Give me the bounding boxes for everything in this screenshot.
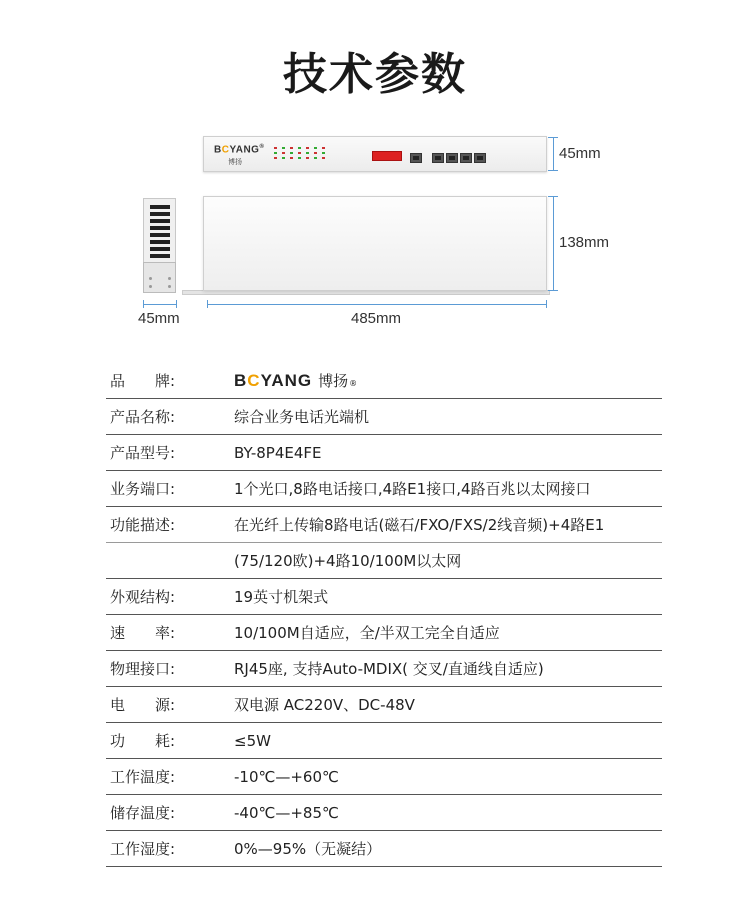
spec-value: (75/120欧)+4路10/100M以太网	[234, 552, 462, 570]
dim-front-height-label: 45mm	[559, 145, 601, 162]
spec-value-brand	[234, 370, 662, 391]
spec-value: 1个光口,8路电话接口,4路E1接口,4路百兆以太网接口	[234, 480, 591, 498]
spec-label: 产品型号:	[110, 444, 176, 462]
spec-row	[106, 507, 662, 543]
spec-label: 物理接口:	[110, 660, 176, 678]
spec-label: 电 源:	[110, 696, 176, 714]
led-indicators	[274, 147, 334, 165]
spec-value: 在光纤上传输8路电话(磁石/FXO/FXS/2线音频)+4路E1	[234, 516, 605, 534]
spec-label: 品 牌:	[110, 371, 176, 390]
spec-label: 速 率:	[110, 624, 176, 642]
device-logo-cn: 博扬	[228, 158, 242, 166]
spec-value: 综合业务电话光端机	[234, 408, 370, 426]
dim-line-front-height	[553, 137, 554, 171]
spec-value: -10℃—+60℃	[234, 767, 339, 786]
spec-row	[106, 651, 662, 687]
device-top-view	[203, 196, 547, 291]
ethernet-port-3	[460, 153, 472, 163]
dip-switch	[372, 151, 402, 161]
dim-width-label: 485mm	[351, 310, 402, 327]
spec-row-brand	[106, 362, 662, 399]
spec-label: 工作温度:	[110, 768, 176, 786]
ethernet-port-2	[446, 153, 458, 163]
spec-row	[106, 435, 662, 471]
spec-value: 0%—95%（无凝结）	[234, 840, 382, 858]
spec-label: 业务端口:	[110, 480, 176, 498]
spec-value: 双电源 AC220V、DC-48V	[234, 696, 415, 714]
dim-line-width	[207, 304, 547, 305]
brand-logo: BCYANG 博扬 ®	[234, 370, 358, 390]
side-mount-bracket	[143, 262, 176, 293]
spec-row	[106, 399, 662, 435]
spec-value: -40℃—+85℃	[234, 803, 339, 822]
spec-row	[106, 759, 662, 795]
spec-label: 功能描述:	[110, 516, 176, 534]
spec-row-continued	[106, 543, 662, 579]
device-logo: BCYANG®	[214, 144, 265, 156]
device-front-view	[203, 136, 547, 172]
console-port	[410, 153, 422, 163]
spec-row	[106, 471, 662, 507]
spec-label: 功 耗:	[110, 732, 176, 750]
spec-row	[106, 615, 662, 651]
spec-value: 19英寸机架式	[234, 588, 329, 606]
dim-depth-label: 138mm	[559, 234, 610, 251]
spec-row	[106, 579, 662, 615]
ethernet-port-4	[474, 153, 486, 163]
spec-value: 10/100M自适应，全/半双工完全自适应	[234, 624, 500, 642]
spec-label: 外观结构:	[110, 588, 176, 606]
spec-value: RJ45座, 支持Auto-MDIX( 交叉/直通线自适应)	[234, 660, 544, 678]
specs-table	[106, 362, 662, 867]
dim-side-width-label: 45mm	[138, 310, 180, 327]
spec-row	[106, 723, 662, 759]
spec-row	[106, 687, 662, 723]
spec-label: 储存温度:	[110, 804, 176, 822]
spec-value: ≤5W	[234, 731, 271, 750]
ethernet-port-1	[432, 153, 444, 163]
spec-row	[106, 795, 662, 831]
spec-label: 工作湿度:	[110, 840, 176, 858]
spec-label: 产品名称:	[110, 408, 176, 426]
spec-value: BY-8P4E4FE	[234, 443, 322, 462]
spec-row	[106, 831, 662, 867]
dim-line-side-width	[143, 304, 177, 305]
dim-line-depth	[553, 196, 554, 291]
page-title: 技术参数	[283, 49, 467, 100]
